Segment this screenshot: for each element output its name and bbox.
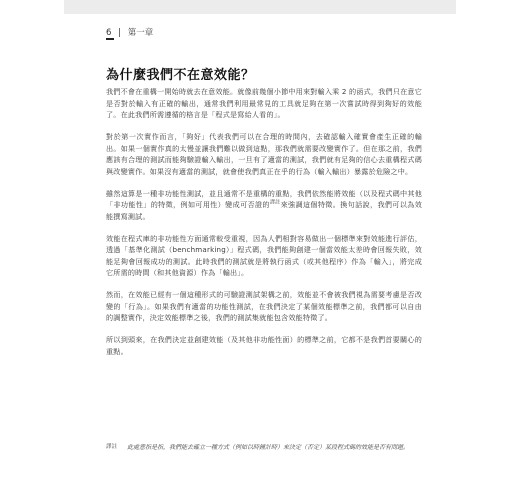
- page-number: 6: [106, 28, 112, 38]
- footnote-text: 此處意指是指，我們能去確立一種方式（例如以時鐘計時）來決定（否定）某段程式碼的效能是否有問題。: [127, 444, 410, 451]
- running-header: [106, 26, 436, 40]
- paragraph: 對於第一次實作而言，「夠好」代表我們可以在合理的時間內，去確認輸入確實會產生正確的輸出。如果一個實作真的太慢並讓我們難以做到這點，那我們就需要改變實作了。但在那之前，我們應該有合理的測試而能夠驗證輸入輸出，一旦有了適當的測試，我們就有足夠的信心去重構程式碼與改變實作。如果沒有適當的測試，就會使我們真正在乎的行為（輸入輸出）暴露於危險之中。: [106, 132, 422, 176]
- paragraph: [106, 188, 422, 223]
- top-band: [64, 0, 456, 14]
- section-title: 為什麼我們不在意效能？: [106, 68, 255, 83]
- paragraph: 我們不會在重構一開始時就去在意效能。就像前幾個小節中用來對輸入乘 2 的函式，我們只在意它是否對於輸入有正確的輸出，通常我們利用最常見的工具就足夠在第一次嘗試時得到夠好的效能了。在此我們所需遵循的格言是「程式是寫給人看的」。: [106, 87, 422, 119]
- paragraph-part: 雖然這算是一種非功能性測試，並且通常不是重構的重點，我們依然能將效能（以及程式碼中其他「非功能性」的特徵，例如可用性）變成可否證的: [106, 188, 422, 209]
- footnote-reference: 譯註: [269, 199, 281, 206]
- footnote: [106, 443, 422, 452]
- paragraph: 然而，在效能已經有一個這種形式的可驗證測試架構之前，效能並不會被我們視為需要考慮是否改變的「行為」。如果我們有適當的功能性測試，在我們決定了某個效能標準之前，我們都可以自由的調整實作，決定效能標準之後，我們的測試集就能包含效能特徵了。: [106, 290, 422, 322]
- header-separator: |: [118, 28, 121, 38]
- paragraph: 所以到頭來，在我們決定並創建效能（及其他非功能性面）的標準之前，它都不是我們首要關心的重點。: [106, 335, 422, 356]
- paragraph-part: 來強調這個特徵。換句話說，我們可以為效能撰寫測試。: [106, 200, 422, 221]
- body-text: [106, 86, 422, 368]
- paragraph: 效能在程式庫的非功能性方面通常較受重視，因為人們相對容易做出一個標準來對效能進行評估，透過「基準化測試（benchmarking）」程式碼，我們能夠創建一個當效能太差時會回報失敗，效能足夠會回報成功的測試。此時我們的測試就是將執行函式（或其他程序）作為「輸入」，將完成它所需的時間（和其他資源）作為「輸出」。: [106, 233, 422, 277]
- footnote-mark: 譯註: [106, 444, 118, 450]
- header-rule: [106, 38, 114, 40]
- chapter-label: 第一章: [127, 28, 154, 38]
